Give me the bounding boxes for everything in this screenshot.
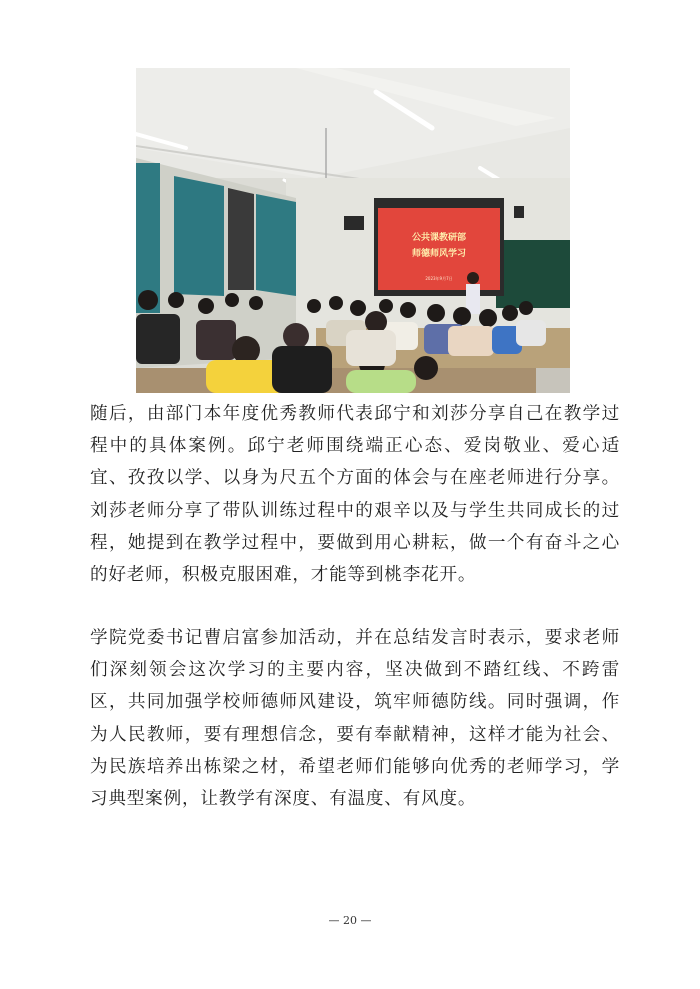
slide-subtitle: 师德师风学习 [411,249,467,259]
slide-date: 2023年9月7日 [425,276,453,281]
slide-title: 公共课教研部 [411,233,467,243]
body-paragraph-2: 学院党委书记曹启富参加活动，并在总结发言时表示，要求老师们深刻领会这次学习的主要内容，坚决做到不踏红线、不跨雷区，共同加强学校师德师风建设，筑牢师德防线。同时强调，作为人民教师，要有理想信念，要有奉献精神，这样才能为社会、为民族培养出栋梁之材，希望老师们能够向优秀的老师学习，学习典型案例，让教学有深度、有温度、有风度。 [90,628,620,810]
page-number: — 20 — [328,914,372,927]
body-paragraph-1: 随后，由部门本年度优秀教师代表邱宁和刘莎分享自己在教学过程中的具体案例。邱宁老师围绕端正心态、爱岗敬业、爱心适宜、孜孜以学、以身为尺五个方面的体会与在座老师进行分享。刘莎老师分享了带队训练过程中的艰辛以及与学生共同成长的过程，她提到在教学过程中，要做到用心耕耘，做一个有奋斗之心的好老师，积极克服困难，才能等到桃李花开。 [90,404,620,586]
meeting-photo [136,68,570,393]
